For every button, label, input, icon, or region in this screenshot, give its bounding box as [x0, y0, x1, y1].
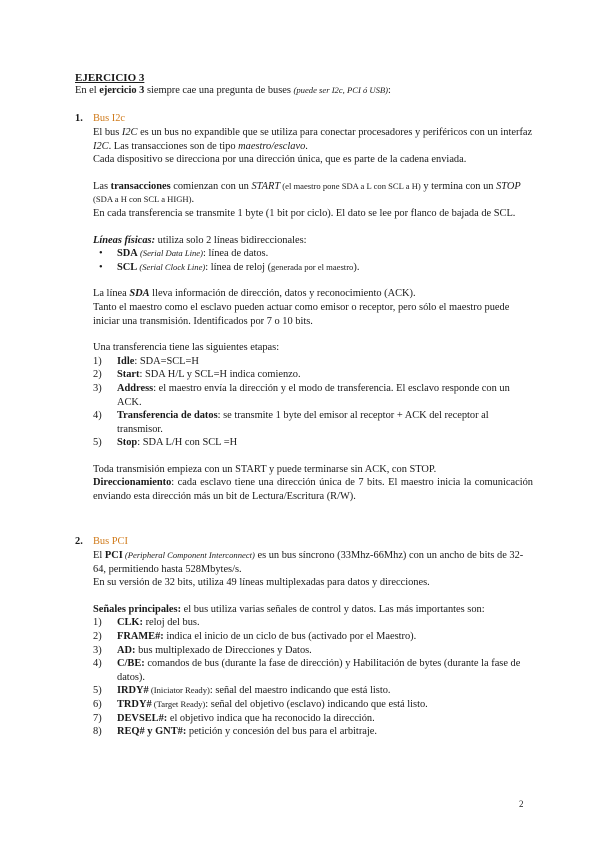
list-item: 6) TRDY# (Target Ready): señal del objetivo (esclavo) indicando que está listo. — [93, 698, 428, 710]
section-title: Bus PCI — [93, 536, 128, 547]
intro-line — [75, 84, 391, 98]
page-number: 2 — [519, 799, 524, 809]
list-item: 3) AD: bus multiplexado de Direcciones y Datos. — [93, 644, 312, 656]
intro-text: En el — [75, 85, 100, 96]
exercise-title: EJERCICIO 3 — [75, 72, 145, 84]
paragraph: Una transferencia tiene las siguientes etapas: — [93, 342, 280, 354]
section-pci — [75, 535, 535, 739]
list-item: 1) CLK: reloj del bus. — [93, 617, 200, 629]
paragraph: Señales principales: el bus utiliza varias señales de control y datos. Las más importantes son: — [93, 603, 485, 615]
list-item: 8) REQ# y GNT#: petición y concesión del bus para el arbitraje. — [93, 726, 377, 738]
list-item: 7) DEVSEL#: el objetivo indica que ha reconocido la dirección. — [93, 712, 375, 724]
paragraph: Tanto el maestro como el esclavo pueden actuar como emisor o receptor, pero sólo el maestro puede iniciar una transmisión. Identificados por 7 o 10 bits. — [93, 301, 510, 327]
intro-bold: ejercicio 3 — [99, 85, 145, 96]
intro-text: siempre cae una pregunta de buses — [144, 85, 294, 96]
paragraph: El PCI (Peripheral Component Interconnect) es un bus síncrono (33Mhz-66Mhz) con un ancho de bits de 32-64, permitiendo hasta 528Mbytes/s. — [93, 550, 524, 575]
intro-text: : — [388, 85, 391, 96]
paragraph: Toda transmisión empieza con un START y puede terminarse sin ACK, con STOP. — [93, 463, 437, 475]
paragraph: Cada dispositivo se direcciona por una dirección única, que es parte de la cadena enviada. — [93, 154, 467, 166]
list-item: 5) IRDY# (Iniciator Ready): señal del maestro indicando que está listo. — [93, 685, 391, 697]
bullet-list — [93, 247, 533, 274]
list-item: 3) Address: el maestro envía la dirección y el modo de transferencia. El esclavo responde con un ACK. — [93, 382, 510, 408]
paragraph: Líneas físicas: utiliza solo 2 líneas bidireccionales: — [93, 234, 307, 246]
numbered-list — [93, 355, 533, 450]
list-item: • SCL (Serial Clock Line): línea de reloj (generada por el maestro). — [93, 261, 533, 275]
paragraph: El bus I2C es un bus no expandible que se utiliza para conectar procesadores y periféricos con un interfaz I2C. Las transacciones son de tipo maestro/esclavo. — [93, 127, 533, 152]
section-title: Bus I2c — [93, 113, 126, 124]
paragraph: En su versión de 32 bits, utiliza 49 líneas multiplexadas para datos y direcciones. — [93, 577, 430, 589]
section-number: 2. — [75, 536, 83, 547]
list-item: 1) Idle: SDA=SCL=H — [93, 355, 199, 367]
paragraph: Direccionamiento: cada esclavo tiene una dirección única de 7 bits. El maestro inicia la comunicación enviando esta dirección más un bit de Lectura/Escritura (R/W). — [93, 477, 533, 503]
list-item: • SDA (Serial Data Line): línea de datos. — [93, 247, 533, 261]
list-item: 4) C/BE: comandos de bus (durante la fase de dirección) y Habilitación de bytes (durante la fase de datos). — [93, 658, 521, 683]
paragraph: Las transacciones comienzan con un START (el maestro pone SDA a L con SCL a H) y termina con un STOP (SDA a H con SCL a HIGH). — [93, 180, 521, 206]
list-item: 2) FRAME#: indica el inicio de un ciclo de bus (activado por el Maestro). — [93, 630, 417, 642]
paragraph: En cada transferencia se transmite 1 byte (1 bit por ciclo). El dato se lee por flanco de bajada de SCL. — [93, 207, 516, 219]
section-i2c — [75, 112, 535, 504]
list-item: 4) Transferencia de datos: se transmite 1 byte del emisor al receptor + ACK del receptor al transmisor. — [93, 410, 489, 435]
section-number: 1. — [75, 113, 83, 124]
list-item: 5) Stop: SDA L/H con SCL =H — [93, 437, 238, 449]
list-item: 2) Start: SDA H/L y SCL=H indica comienzo. — [93, 369, 301, 381]
intro-italic: (puede ser I2c, PCI ó USB) — [293, 85, 389, 95]
numbered-list — [93, 616, 533, 738]
paragraph: La línea SDA lleva información de dirección, datos y reconocimiento (ACK). — [93, 288, 416, 300]
